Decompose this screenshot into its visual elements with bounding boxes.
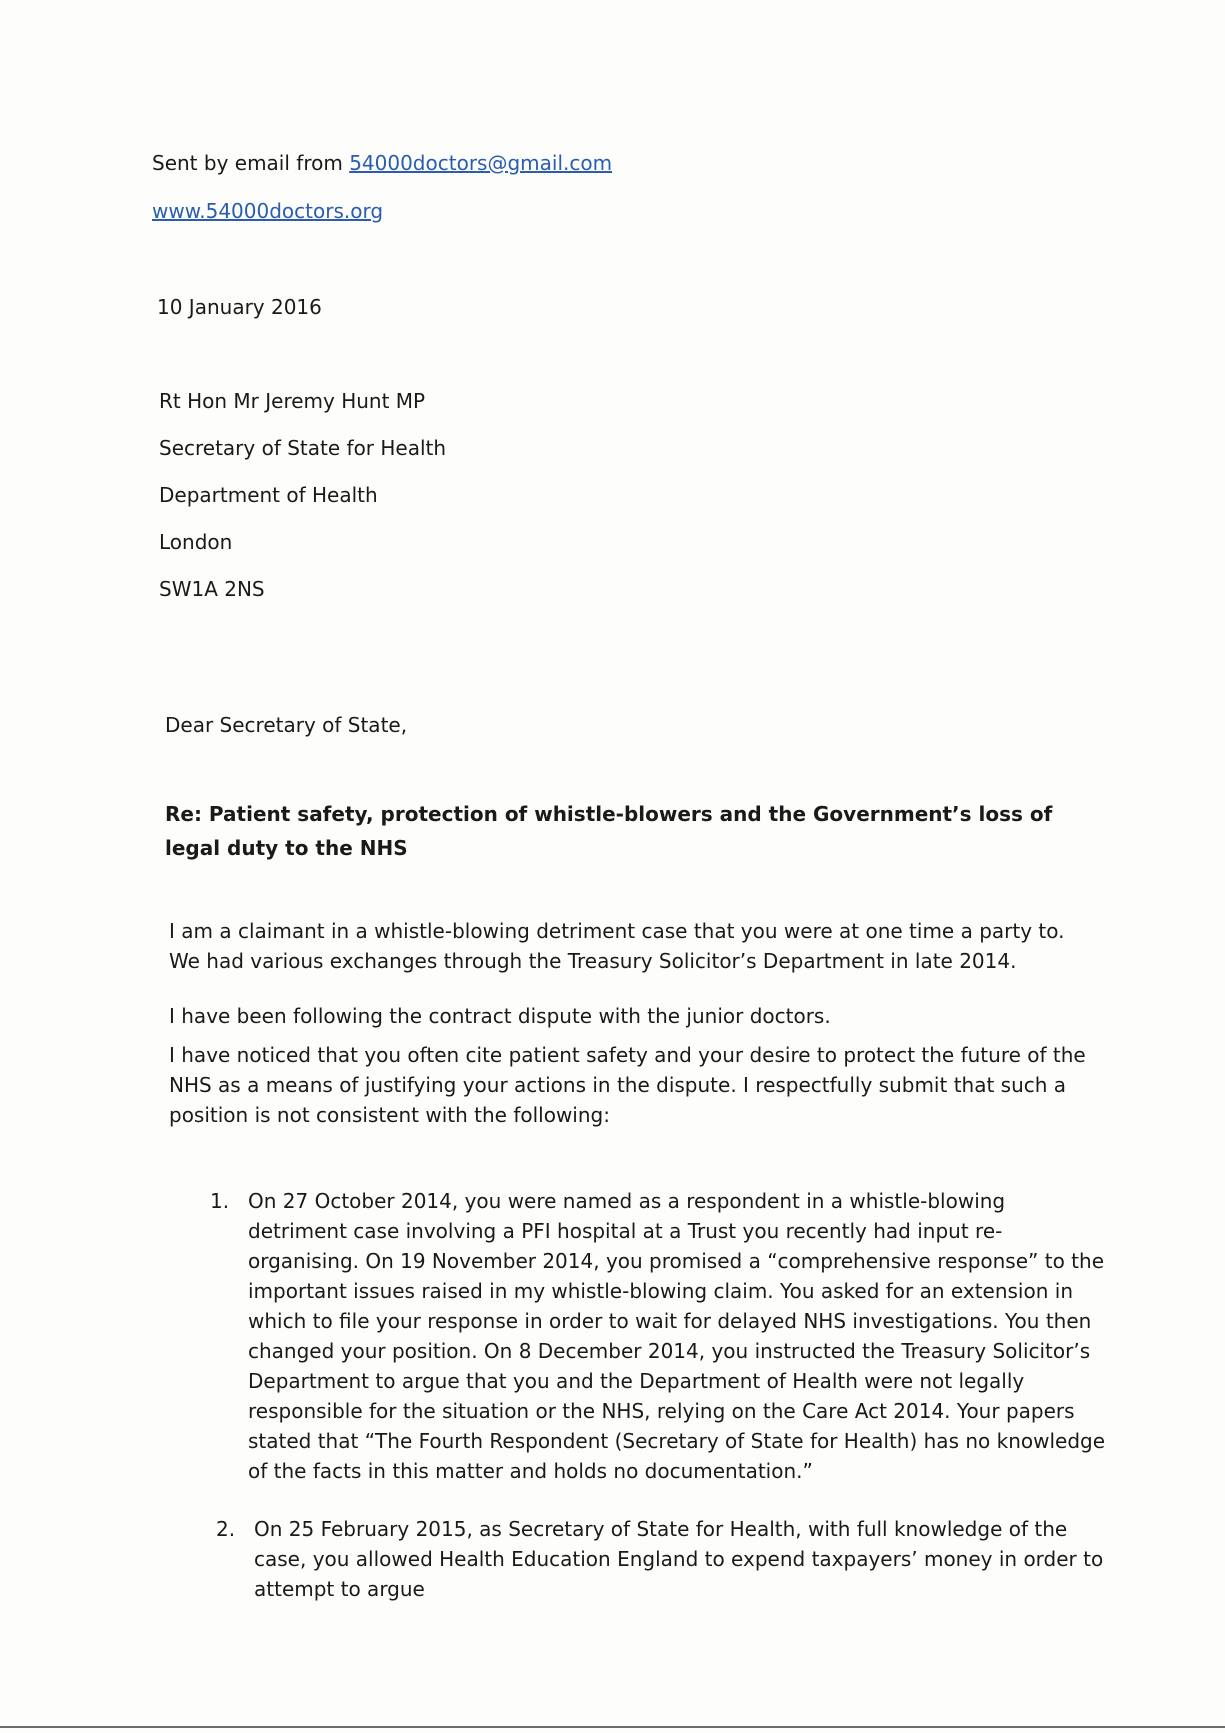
recipient-address [159, 388, 446, 623]
recipient-title: Secretary of State for Health [159, 436, 447, 460]
body-paragraph: I have been following the contract dispute with the junior doctors. [169, 1004, 831, 1028]
sender-website-line [152, 198, 612, 246]
sender-email-link[interactable]: 54000doctors@gmail.com [349, 151, 613, 175]
recipient-city: London [159, 530, 233, 554]
website-link[interactable]: www.54000doctors.org [152, 199, 384, 223]
body-paragraph: I have noticed that you often cite patient safety and your desire to protect the future of the NHS as a means of justifying your actions in the dispute. I respectfully submit that such a position is not consistent with the following: [169, 1043, 1086, 1127]
list-text: On 27 October 2014, you were named as a respondent in a whistle-blowing detriment case involving a PFI hospital at a Trust you recently had input re-organising. On 19 November 2014, you promised a “comprehensive response” to the important issues raised in my whistle-blowing claim. You asked for an extension in which to file your response in order to wait for delayed NHS investigations. You then changed your position. On 8 December 2014, you instructed the Treasury Solicitor’s Department to argue that you and the Department of Health were not legally responsible for the situation or the NHS, relying on the Care Act 2014. Your papers stated that “The Fourth Respondent (Secretary of State for Health) has no knowledge of the facts in this matter and holds no documentation.” [248, 1189, 1106, 1483]
list-text: On 25 February 2015, as Secretary of State for Health, with full knowledge of the case, you allowed Health Education England to expend taxpayers’ money in order to attempt to argue [254, 1517, 1104, 1601]
list-number: 2. [216, 1517, 236, 1541]
recipient-name: Rt Hon Mr Jeremy Hunt MP [159, 389, 426, 413]
subject-line: Re: Patient safety, protection of whistle-blowers and the Government’s loss of legal duty to the NHS [165, 802, 1053, 860]
scan-edge-line [0, 1726, 1225, 1728]
list-number: 1. [210, 1189, 230, 1213]
sender-prefix: Sent by email from [152, 151, 343, 175]
sender-email-line [152, 150, 612, 198]
salutation: Dear Secretary of State, [165, 713, 408, 737]
letter-date: 10 January 2016 [157, 295, 322, 319]
body-paragraph: I am a claimant in a whistle-blowing detriment case that you were at one time a party to. We had various exchanges through the Treasury Solicitor’s Department in late 2014. [169, 919, 1065, 973]
recipient-department: Department of Health [159, 483, 378, 507]
sender-block [152, 150, 612, 246]
recipient-postcode: SW1A 2NS [159, 577, 265, 601]
